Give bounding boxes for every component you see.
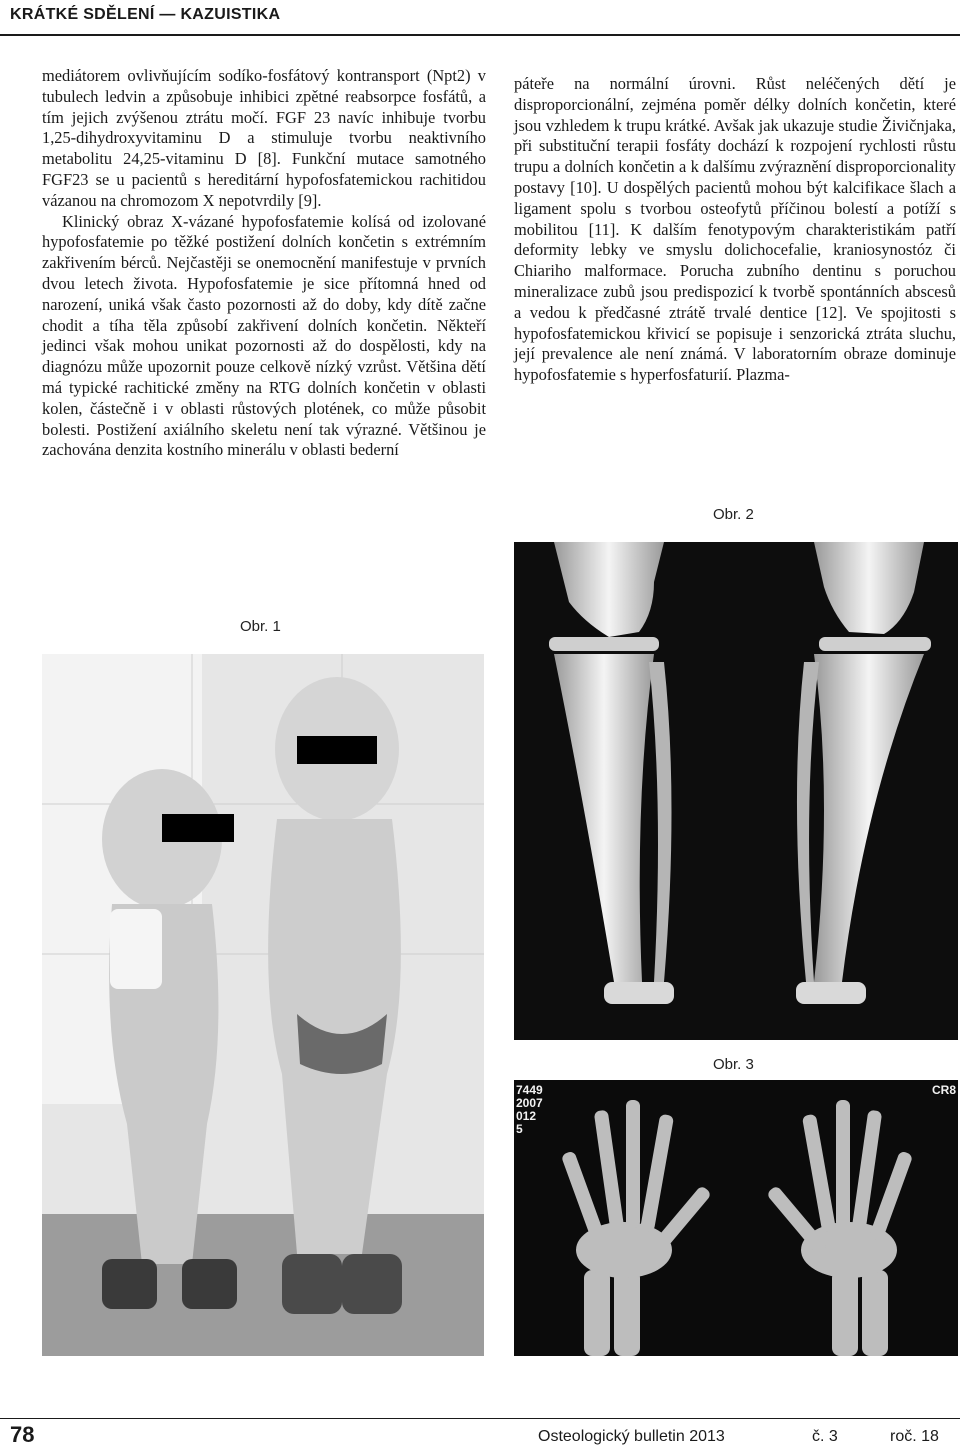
hand-xray-image xyxy=(514,1080,958,1356)
figure-3-hand-xray xyxy=(514,1080,958,1356)
figure-2-caption: Obr. 2 xyxy=(713,506,754,523)
children-photo-image xyxy=(42,654,484,1356)
volume-number: roč. 18 xyxy=(890,1428,939,1445)
xray-id-line: 012 xyxy=(516,1109,537,1123)
right-text-column xyxy=(514,74,956,386)
figure-2-leg-xray xyxy=(514,542,958,1040)
paragraph: Klinický obraz X-vázané hypofosfatemie kolísá od izolované hypofosfatemie po těžké postižení dolních končetin s extrémním zakřivením bérců. Nejčastěji se onemocnění manifestuje v prvních dvou letech života. Hypofosfatemie je sice přítomná hned od narození, uniká však často pozornosti až do doby, kdy dítě začne chodit a tíha těla způsobí zakřivení dolních končetin. Někteří jedinci však mohou unikat pozornosti až do dospělosti, kdy na diagnózu může upozornit pouze celkově nízký vzrůst. Většina dětí má typické rachitické změny na RTG dolních končetin v oblasti kolen, částečně i v oblasti růstových plotének, co může působit bolesti. Postižení axiálního skeletu není tak výrazné. Většinou je zachována denzita kostního minerálu v oblasti bederní xyxy=(42,211,486,460)
xray-id-line: 2007 xyxy=(516,1096,543,1110)
xray-label-overlay: CR8 xyxy=(931,1083,956,1097)
xray-id-line: 7449 xyxy=(516,1083,543,1097)
footer-rule xyxy=(0,1418,960,1419)
xray-id-line: 5 xyxy=(516,1122,523,1136)
page-number: 78 xyxy=(10,1422,35,1447)
xray-id-overlay xyxy=(516,1084,543,1136)
left-text-column xyxy=(42,66,486,461)
figure-3-caption: Obr. 3 xyxy=(713,1056,754,1073)
page-header xyxy=(0,0,960,36)
figure-1-photo xyxy=(42,654,484,1356)
section-title: KRÁTKÉ SDĚLENÍ — KAZUISTIKA xyxy=(10,6,281,23)
issue-number: č. 3 xyxy=(812,1428,838,1445)
paragraph: páteře na normální úrovni. Růst neléčených dětí je disproporcionální, zejména poměr délky dolních končetin, které jsou vzhledem k trupu krátké. Avšak jak ukazuje studie Živičnjaka, při substituční terapii fosfáty dochází k rozpojení rychlosti růstu trupu a dolních končetin a k dalšímu zvýraznění disproporcionality postavy [10]. U dospělých pacientů mohou být kalcifikace šlach a ligament spolu s tvorbou osteofytů příčinou bolestí a potíží s mobilitou [11]. K dalším fenotypovým charakteristikám patří deformity lebky ve smyslu dolichocefalie, kraniosynostóz či Chiariho malformace. Porucha zubního dentinu s poruchou mineralizace zubů jsou predispozicí k tvorbě spontánních abscesů a vedou k předčasné ztrátě trvalé dentice [12]. Ve spojitosti s hypofosfatemickou křivicí se popisuje i senzorická ztráta sluchu, její prevalence ale není známá. V laboratorním obraze dominuje hypofosfatemie s hyperfosfaturií. Plazma- xyxy=(514,74,956,385)
paragraph: mediátorem ovlivňujícím sodíko-fosfátový kontransport (Npt2) v tubulech ledvin a způsobuje inhibici zpětné reabsorpce fosfátů, a tím jejich zvýšenou ztrátu močí. FGF 23 navíc inhibuje tvorbu 1,25-dihydroxyvitaminu D a stimuluje tvorbu neaktivního metabolitu 24,25-vitaminu D [8]. Funkční mutace samotného FGF23 se u pacientů s hereditární hypofosfatemickou rachitidou vázanou na chromozom X nepotvrdily [9]. xyxy=(42,66,486,210)
figure-1-caption: Obr. 1 xyxy=(240,618,281,635)
journal-name: Osteologický bulletin 2013 xyxy=(538,1428,725,1445)
leg-xray-image xyxy=(514,542,958,1040)
